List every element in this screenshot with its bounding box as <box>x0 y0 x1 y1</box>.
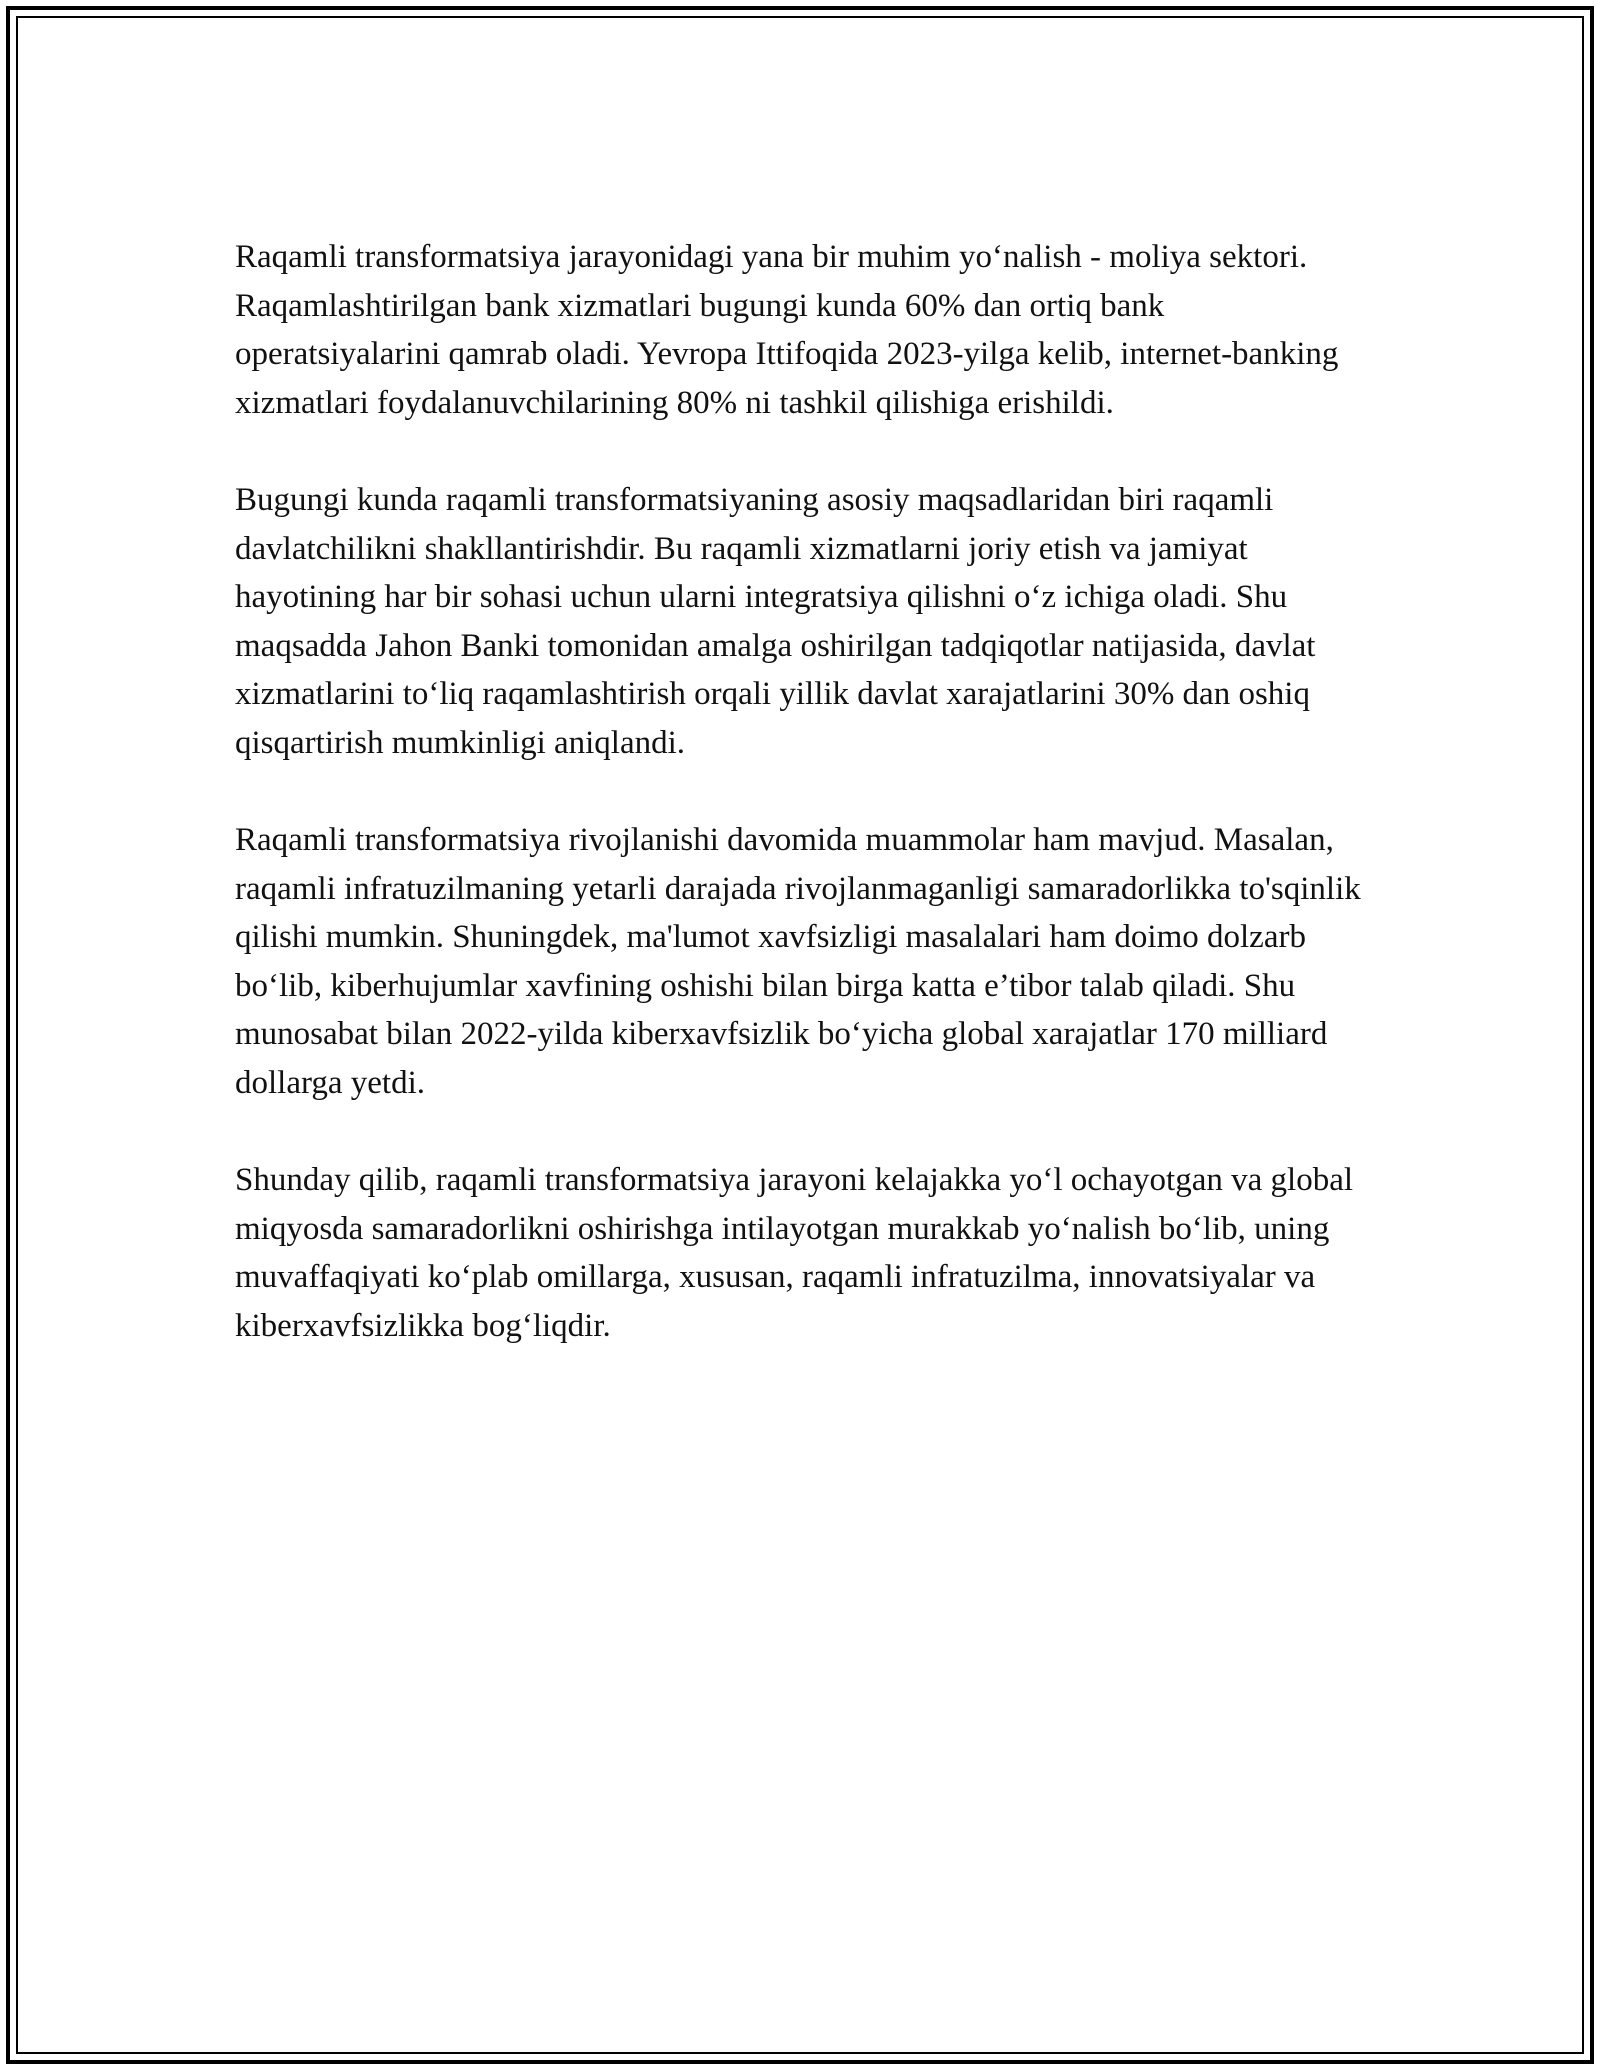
paragraph-digital-government: Bugungi kunda raqamli transformatsiyaning asosiy maqsadlaridan biri raqamli davlatchilikni shakllantirishdir. Bu raqamli xizmatlarni joriy etish va jamiyat hayotining har bir sohasi uchun ularni integratsiya qilishni o‘z ichiga oladi. Shu maqsadda Jahon Banki tomonidan amalga oshirilgan tadqiqotlar natijasida, davlat xizmatlarini to‘liq raqamlashtirish orqali yillik davlat xarajatlarini 30% dan oshiq qisqartirish mumkinligi aniqlandi. <box>235 482 1316 761</box>
paragraph-finance-sector: Raqamli transformatsiya jarayonidagi yana bir muhim yo‘nalish - moliya sektori. Raqamlashtirilgan bank xizmatlari bugungi kunda 60% dan ortiq bank operatsiyalarini qamrab oladi. Yevropa Ittifoqida 2023-yilga kelib, internet-banking xizmatlari foydalanuvchilarining 80% ni tashkil qilishiga erishildi. <box>235 239 1339 421</box>
paragraph-challenges: Raqamli transformatsiya rivojlanishi davomida muammolar ham mavjud. Masalan, raqamli infratuzilmaning yetarli darajada rivojlanmaganligi samaradorlikka to'sqinlik qilishi mumkin. Shuningdek, ma'lumot xavfsizligi masalalari ham doimo dolzarb bo‘lib, kiberhujumlar xavfining oshishi bilan birga katta e’tibor talab qiladi. Shu munosabat bilan 2022-yilda kiberxavfsizlik bo‘yicha global xarajatlar 170 milliard dollarga yetdi. <box>235 822 1361 1101</box>
paragraph-conclusion: Shunday qilib, raqamli transformatsiya jarayoni kelajakka yo‘l ochayotgan va global miqyosda samaradorlikni oshirishga intilayotgan murakkab yo‘nalish bo‘lib, uning muvaffaqiyati ko‘plab omillarga, xususan, raqamli infratuzilma, innovatsiyalar va kiberxavfsizlikka bog‘liqdir. <box>235 1162 1354 1344</box>
document-body <box>235 233 1375 1350</box>
